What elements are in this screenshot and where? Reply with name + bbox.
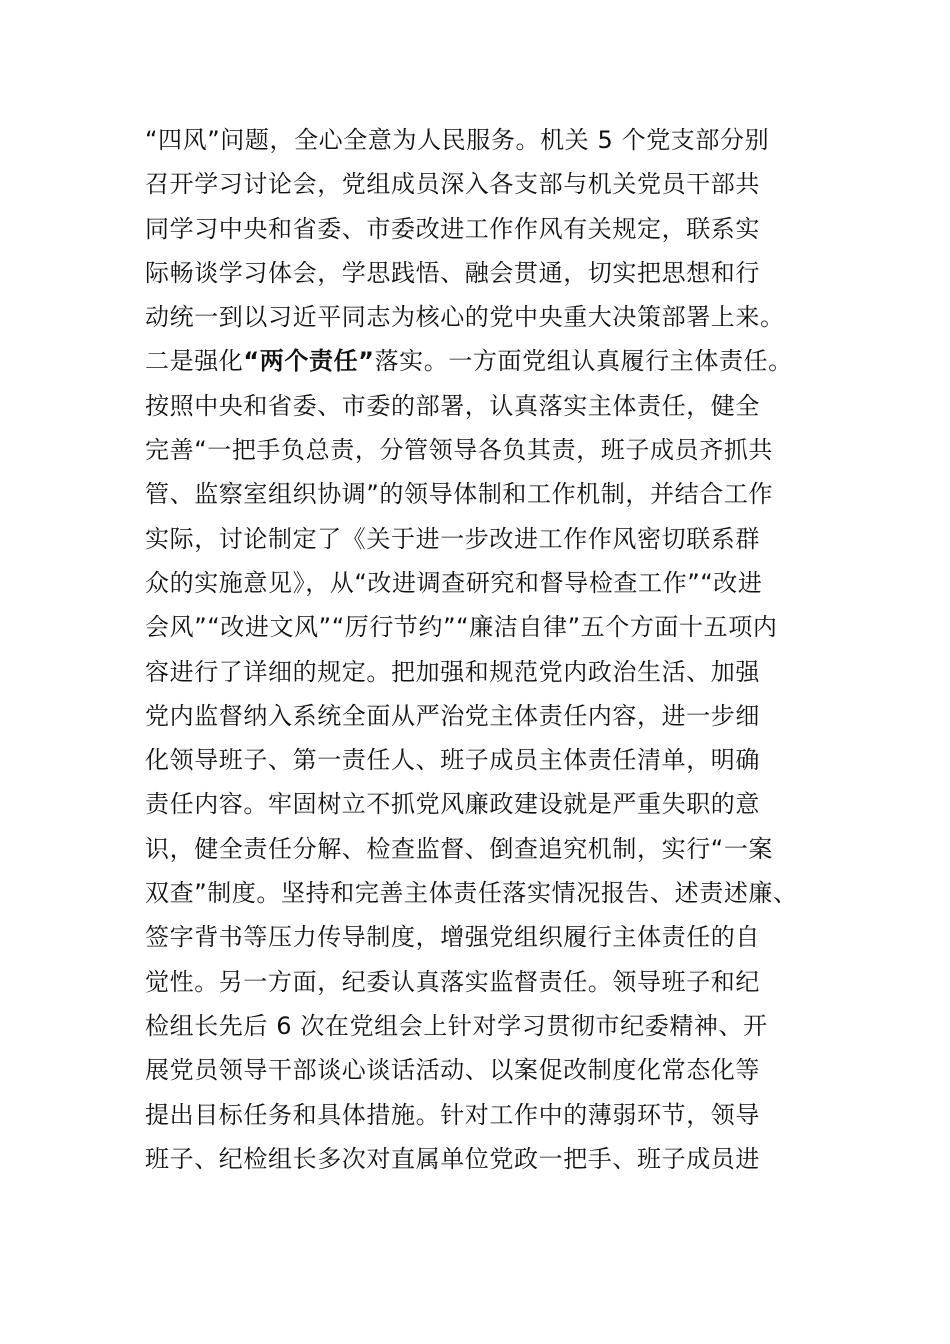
text-line: 管、监察室组织协调”的领导体制和工作机制，并结合工作 (145, 480, 774, 509)
text-line: 众的实施意见》，从“改进调查研究和督导检查工作”“改进 (145, 568, 763, 597)
text-line: 同学习中央和省委、市委改进工作作风有关规定，联系实 (145, 214, 760, 243)
text-line: 班子、纪检组长多次对直属单位党政一把手、班子成员进 (145, 1144, 760, 1173)
text-line: 签字背书等压力传导制度，增强党组织履行主体责任的自 (145, 923, 760, 952)
text-line: 党内监督纳入系统全面从严治党主体责任内容，进一步细 (145, 701, 760, 730)
text-line-start: 二是强化 (145, 347, 244, 376)
text-line: 检组长先后 6 次在党组会上针对学习贯彻市纪委精神、开 (145, 1011, 768, 1040)
body-text (145, 118, 825, 1181)
text-line (145, 339, 825, 383)
text-line-end: 落实。一方面党组认真履行主体责任。 (374, 347, 793, 376)
text-line: 容进行了详细的规定。把加强和规范党内政治生活、加强 (145, 657, 760, 686)
text-line: “四风”问题，全心全意为人民服务。机关 5 个党支部分别 (145, 126, 770, 154)
text-line: 展党员领导干部谈心谈话活动、以案促改制度化常态化等 (145, 1056, 760, 1085)
text-line: 召开学习讨论会，党组成员深入各支部与机关党员干部共 (145, 170, 760, 199)
text-line: 双查”制度。坚持和完善主体责任落实情况报告、述责述廉、 (145, 879, 798, 908)
text-line: 提出目标任务和具体措施。针对工作中的薄弱环节，领导 (145, 1100, 760, 1129)
text-line: 完善“一把手负总责，分管领导各负其责，班子成员齐抓共 (145, 436, 774, 465)
bold-phrase: “两个责任” (243, 347, 375, 376)
text-line: 觉性。另一方面，纪委认真落实监督责任。领导班子和纪 (145, 967, 760, 996)
text-line: 实际，讨论制定了《关于进一步改进工作作风密切联系群 (145, 524, 760, 553)
text-line: 按照中央和省委、市委的部署，认真落实主体责任，健全 (145, 391, 760, 420)
text-line: 会风”“改进文风”“厉行节约”“廉洁自律”五个方面十五项内 (145, 613, 778, 642)
text-line: 化领导班子、第一责任人、班子成员主体责任清单，明确 (145, 746, 760, 775)
text-line: 责任内容。牢固树立不抓党风廉政建设就是严重失职的意 (145, 790, 760, 819)
text-line: 动统一到以习近平同志为核心的党中央重大决策部署上来。 (145, 303, 785, 332)
text-line: 识，健全责任分解、检查监督、倒查追究机制，实行“一案 (145, 834, 774, 863)
text-line: 际畅谈学习体会，学思践悟、融会贯通，切实把思想和行 (145, 258, 760, 287)
